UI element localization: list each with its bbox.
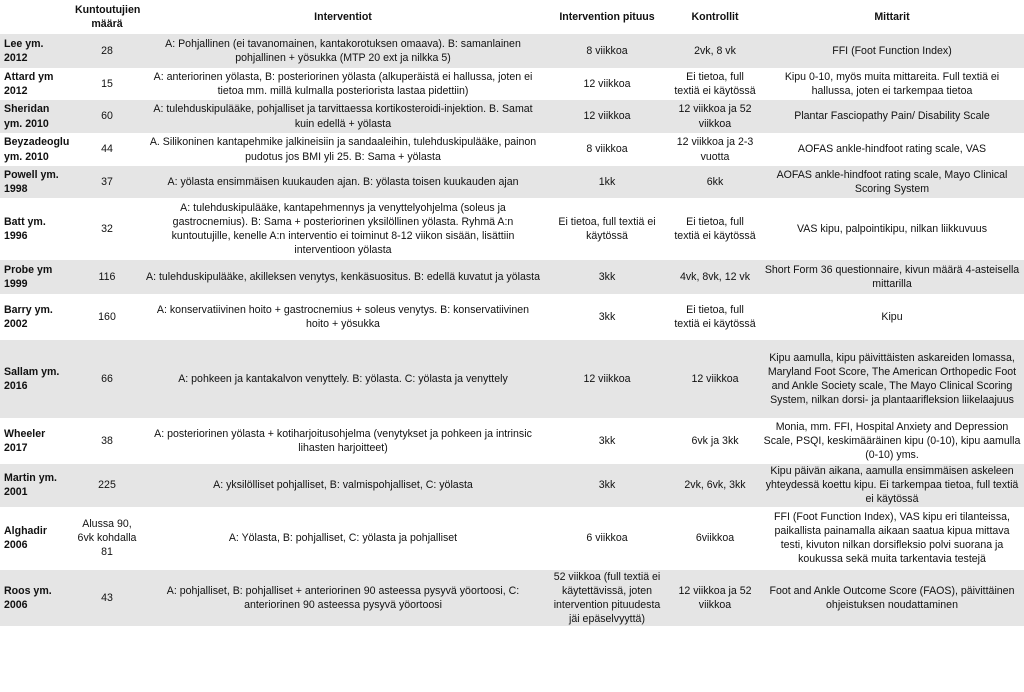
- cell-study: Barry ym. 2002: [0, 294, 72, 340]
- cell-study: Attard ym 2012: [0, 68, 72, 100]
- cell-interventions: A: anteriorinen yölasta, B: posteriorinen yölasta (alkuperäistä ei hallussa, joten ei tietoa mm. millä kulmalla posteriorista lastaa pidettiin): [142, 68, 544, 100]
- cell-length: 52 viikkoa (full textiä ei käytettävissä, joten intervention pituudesta jäi epäselvyyttä): [544, 570, 670, 627]
- cell-measures: Kipu 0-10, myös muita mittareita. Full textiä ei hallussa, joten ei tarkempaa tietoa: [760, 68, 1024, 100]
- cell-interventions: A: posteriorinen yölasta + kotiharjoitusohjelma (venytykset ja pohkeen ja intrinsic lihasten harjoitteet): [142, 418, 544, 464]
- table-body: [0, 34, 1024, 626]
- header-interventions: Interventiot: [142, 0, 544, 34]
- cell-measures: FFI (Foot Function Index): [760, 34, 1024, 68]
- header-length: Intervention pituus: [544, 0, 670, 34]
- cell-length: 3kk: [544, 418, 670, 464]
- cell-length: 3kk: [544, 260, 670, 294]
- cell-length: 12 viikkoa: [544, 100, 670, 133]
- cell-study: Wheeler 2017: [0, 418, 72, 464]
- cell-study: Beyzadeoglu ym. 2010: [0, 133, 72, 166]
- cell-interventions: A: konservatiivinen hoito + gastrocnemius + soleus venytys. B: konservatiivinen hoito + yösukka: [142, 294, 544, 340]
- cell-controls: 12 viikkoa ja 52 viikkoa: [670, 570, 760, 627]
- cell-participants: Alussa 90, 6vk kohdalla 81: [72, 507, 142, 570]
- header-measures: Mittarit: [760, 0, 1024, 34]
- cell-controls: Ei tietoa, full textiä ei käytössä: [670, 294, 760, 340]
- cell-length: 12 viikkoa: [544, 68, 670, 100]
- cell-interventions: A: Pohjallinen (ei tavanomainen, kantakorotuksen omaava). B: samanlainen pohjallinen + yösukka (MTP 20 ext ja nilkka 5): [142, 34, 544, 68]
- cell-length: 12 viikkoa: [544, 340, 670, 418]
- table-row: [0, 166, 1024, 198]
- table-row: [0, 294, 1024, 340]
- header-study: [0, 0, 72, 34]
- cell-interventions: A. Silikoninen kantapehmike jalkineisiin ja sandaaleihin, tulehduskipulääke, painon pudotus jos BMI yli 25. B: Sama + yölasta: [142, 133, 544, 166]
- cell-study: Probe ym 1999: [0, 260, 72, 294]
- cell-controls: 6vk ja 3kk: [670, 418, 760, 464]
- cell-participants: 28: [72, 34, 142, 68]
- cell-participants: 160: [72, 294, 142, 340]
- cell-controls: 12 viikkoa ja 52 viikkoa: [670, 100, 760, 133]
- cell-measures: Kipu: [760, 294, 1024, 340]
- cell-controls: 6kk: [670, 166, 760, 198]
- table-row: [0, 34, 1024, 68]
- cell-measures: FFI (Foot Function Index), VAS kipu eri tilanteissa, paikallista painamalla aikaan saatua kipua mittava testi, kivuton nilkan dorsifleksio polvi suorana ja koukussa sekä muita tarkentavia testejä: [760, 507, 1024, 570]
- cell-participants: 37: [72, 166, 142, 198]
- cell-measures: AOFAS ankle-hindfoot rating scale, VAS: [760, 133, 1024, 166]
- cell-participants: 116: [72, 260, 142, 294]
- cell-study: Martin ym. 2001: [0, 464, 72, 507]
- cell-study: Powell ym. 1998: [0, 166, 72, 198]
- cell-measures: AOFAS ankle-hindfoot rating scale, Mayo Clinical Scoring System: [760, 166, 1024, 198]
- cell-measures: Short Form 36 questionnaire, kivun määrä 4-asteisella mittarilla: [760, 260, 1024, 294]
- cell-participants: 225: [72, 464, 142, 507]
- cell-length: 3kk: [544, 294, 670, 340]
- cell-length: 6 viikkoa: [544, 507, 670, 570]
- cell-measures: Kipu päivän aikana, aamulla ensimmäisen askeleen yhteydessä koettu kipu. Ei tarkempaa tietoa, full textiä ei käytössä: [760, 464, 1024, 507]
- cell-controls: 4vk, 8vk, 12 vk: [670, 260, 760, 294]
- cell-measures: Foot and Ankle Outcome Score (FAOS), päivittäinen ohjeistuksen noudattaminen: [760, 570, 1024, 627]
- cell-controls: Ei tietoa, full textiä ei käytössä: [670, 198, 760, 260]
- cell-study: Sallam ym. 2016: [0, 340, 72, 418]
- table-row: [0, 570, 1024, 627]
- cell-study: Alghadir 2006: [0, 507, 72, 570]
- table-row: [0, 507, 1024, 570]
- table-row: [0, 340, 1024, 418]
- cell-interventions: A: tulehduskipulääke, akilleksen venytys, kenkäsuositus. B: edellä kuvatut ja yölasta: [142, 260, 544, 294]
- cell-interventions: A: tulehduskipulääke, kantapehmennys ja venyttelyohjelma (soleus ja gastrocnemius). B: Sama + posteriorinen yksilöllinen yölasta. Ryhmä A:n kuntoutujille, kenelle A:n interventio ei toiminut 8-12 viikon sisään, lisättiin interventioon yölasta: [142, 198, 544, 260]
- cell-length: 8 viikkoa: [544, 133, 670, 166]
- cell-interventions: A: pohkeen ja kantakalvon venyttely. B: yölasta. C: yölasta ja venyttely: [142, 340, 544, 418]
- cell-measures: Monia, mm. FFI, Hospital Anxiety and Depression Scale, PSQI, keskimääräinen kipu (0-10), kipu aamulla (0-10) yms.: [760, 418, 1024, 464]
- cell-participants: 32: [72, 198, 142, 260]
- cell-controls: 12 viikkoa ja 2-3 vuotta: [670, 133, 760, 166]
- header-participants: Kuntoutujien määrä: [72, 0, 142, 34]
- table-row: [0, 133, 1024, 166]
- cell-interventions: A: yksilölliset pohjalliset, B: valmispohjalliset, C: yölasta: [142, 464, 544, 507]
- cell-study: Batt ym. 1996: [0, 198, 72, 260]
- cell-controls: 2vk, 8 vk: [670, 34, 760, 68]
- cell-interventions: A: yölasta ensimmäisen kuukauden ajan. B: yölasta toisen kuukauden ajan: [142, 166, 544, 198]
- header-controls: Kontrollit: [670, 0, 760, 34]
- cell-participants: 43: [72, 570, 142, 627]
- cell-interventions: A: Yölasta, B: pohjalliset, C: yölasta ja pohjalliset: [142, 507, 544, 570]
- table-row: [0, 68, 1024, 100]
- cell-controls: 6viikkoa: [670, 507, 760, 570]
- table-row: [0, 198, 1024, 260]
- cell-study: Sheridan ym. 2010: [0, 100, 72, 133]
- cell-controls: 12 viikkoa: [670, 340, 760, 418]
- cell-length: 1kk: [544, 166, 670, 198]
- cell-participants: 38: [72, 418, 142, 464]
- cell-length: Ei tietoa, full textiä ei käytössä: [544, 198, 670, 260]
- cell-participants: 60: [72, 100, 142, 133]
- cell-measures: Kipu aamulla, kipu päivittäisten askareiden lomassa, Maryland Foot Score, The American Orthopedic Foot and Ankle Society scale, The Mayo Clinical Scoring System, nilkan dorsi- ja plantaarifleksion liikelaajuus: [760, 340, 1024, 418]
- table-row: [0, 418, 1024, 464]
- cell-measures: Plantar Fasciopathy Pain/ Disability Scale: [760, 100, 1024, 133]
- cell-study: Roos ym. 2006: [0, 570, 72, 627]
- cell-length: 3kk: [544, 464, 670, 507]
- cell-interventions: A: pohjalliset, B: pohjalliset + anteriorinen 90 asteessa pysyvä yöortoosi, C: anteriorinen 90 asteessa pysyvä yöortoosi: [142, 570, 544, 627]
- cell-participants: 66: [72, 340, 142, 418]
- cell-participants: 44: [72, 133, 142, 166]
- table-row: [0, 260, 1024, 294]
- cell-interventions: A: tulehduskipulääke, pohjalliset ja tarvittaessa kortikosteroidi-injektion. B. Samat kuin edellä + yölasta: [142, 100, 544, 133]
- table-row: [0, 464, 1024, 507]
- cell-measures: VAS kipu, palpointikipu, nilkan liikkuvuus: [760, 198, 1024, 260]
- table-row: [0, 100, 1024, 133]
- header-row: [0, 0, 1024, 34]
- cell-controls: 2vk, 6vk, 3kk: [670, 464, 760, 507]
- cell-participants: 15: [72, 68, 142, 100]
- cell-length: 8 viikkoa: [544, 34, 670, 68]
- cell-study: Lee ym. 2012: [0, 34, 72, 68]
- cell-controls: Ei tietoa, full textiä ei käytössä: [670, 68, 760, 100]
